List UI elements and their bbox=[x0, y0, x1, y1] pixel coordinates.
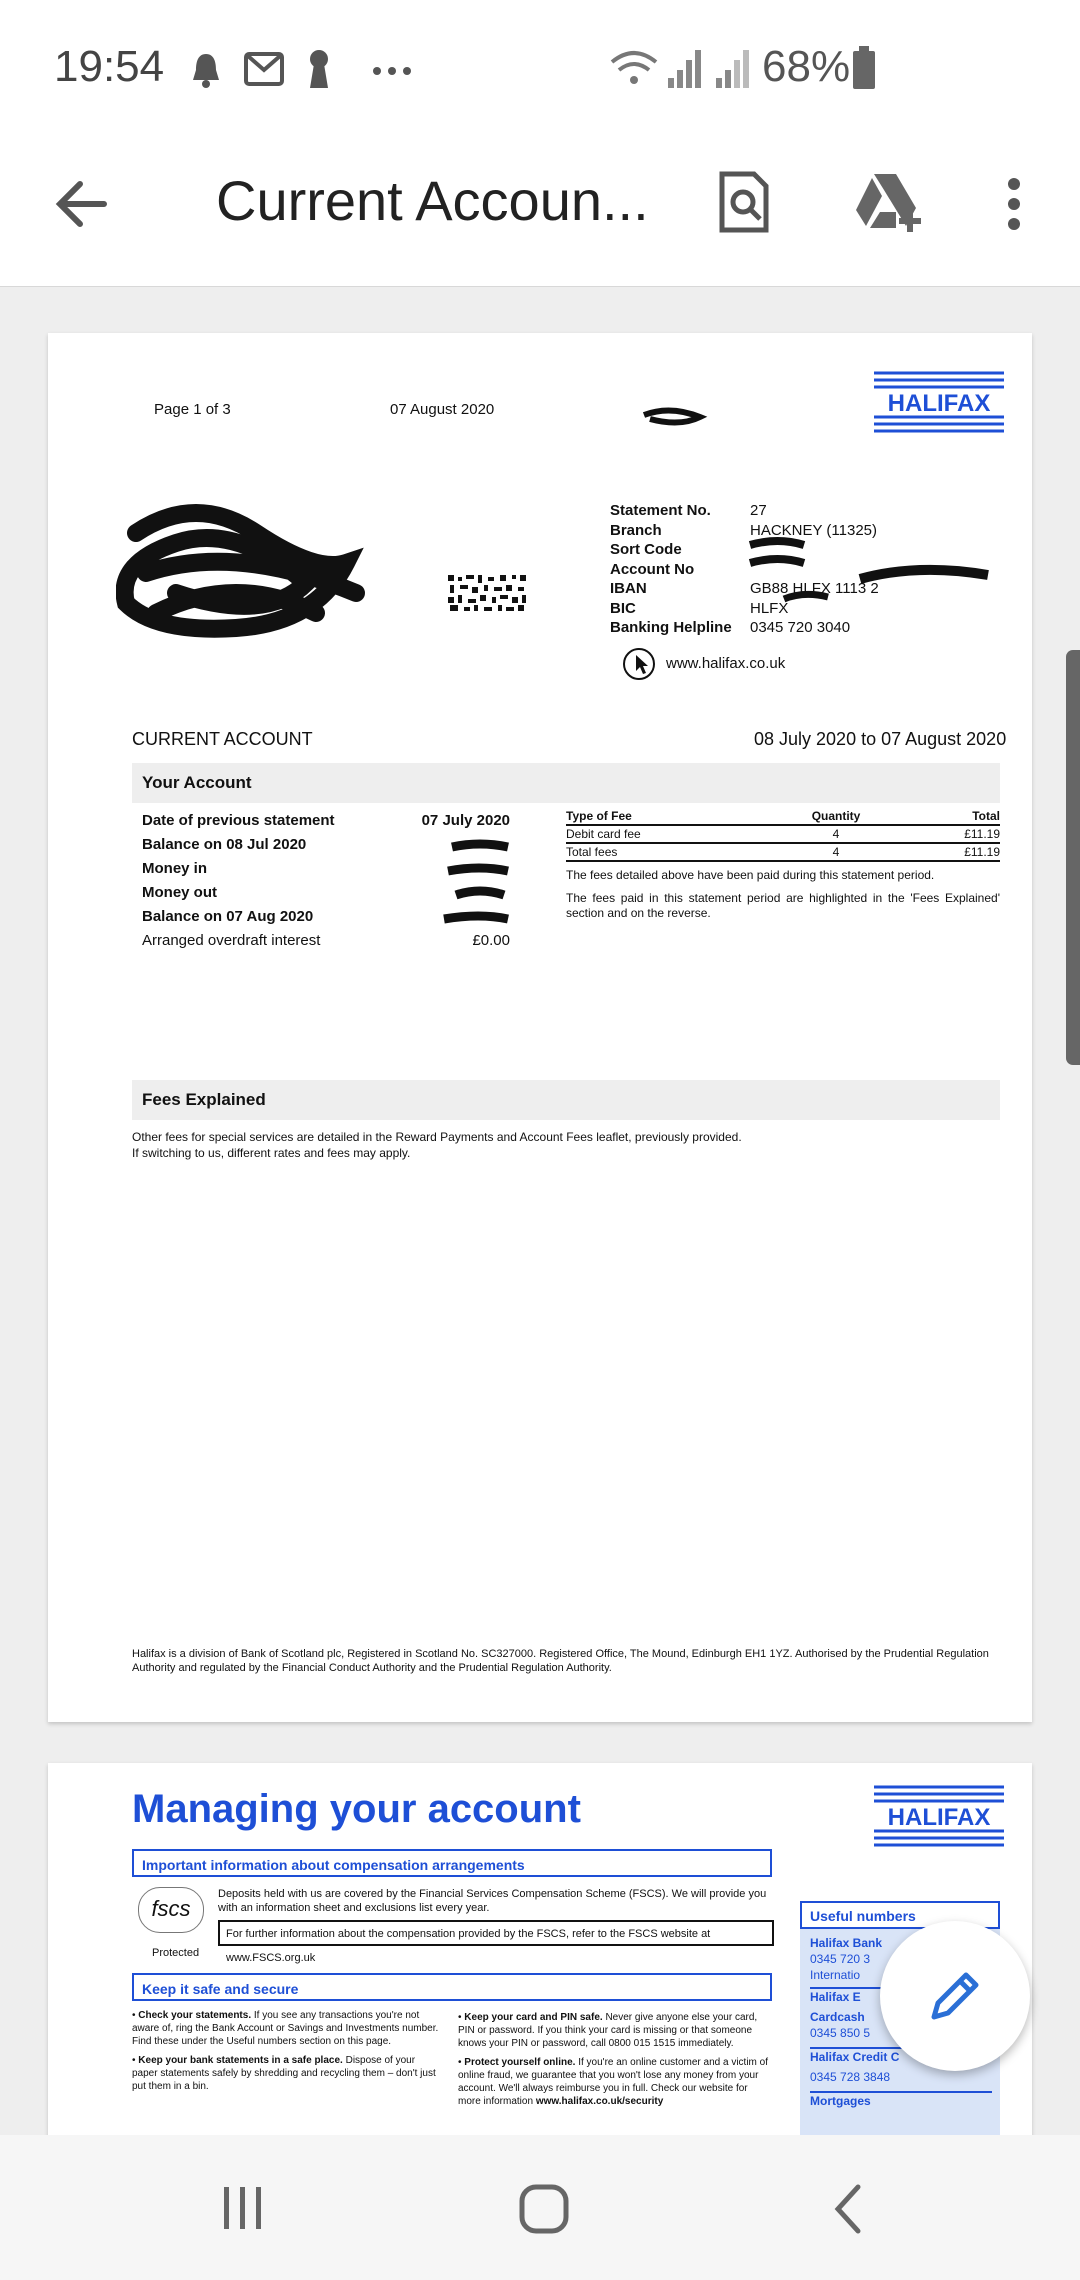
safety-bullet: • Check your statements. If you see any transactions you're not aware of, ring the Bank Account or Savings and Investments number. Find these under the Useful numbers section on this page. bbox=[132, 2010, 439, 2047]
detail-label: Sort Code bbox=[610, 541, 682, 558]
summary-label: Balance on 07 Aug 2020 bbox=[142, 908, 314, 925]
safety-bullets-left bbox=[132, 2009, 442, 2093]
summary-label: Balance on 08 Jul 2020 bbox=[142, 836, 307, 853]
fees-table bbox=[566, 808, 1000, 862]
fee-type: Debit card fee bbox=[566, 827, 641, 841]
useful-item: Halifax E bbox=[810, 1987, 992, 2005]
bullet-text: Never give anyone else your card, PIN or password. If you think your card is missing or that someone knows your PIN or password, call 0800 015 1515 immediately. bbox=[458, 2012, 758, 2049]
detail-value: HACKNEY (11325) bbox=[750, 521, 878, 539]
bullet-text: If you see any transactions you're not aware of, ring the Bank Account or Savings and Investments number. Find these under the Useful numbers section on this page. bbox=[132, 2010, 439, 2047]
app-bar bbox=[0, 140, 1080, 287]
address-redaction bbox=[116, 503, 372, 643]
safety-bullet: • Keep your bank statements in a safe place. Dispose of your paper statements safely by shredding and recycling them – don't just put them in a bin. bbox=[132, 2055, 436, 2092]
website-cursor-icon bbox=[622, 647, 656, 681]
fees-explained-text bbox=[132, 1129, 742, 1161]
statement-period: 08 July 2020 to 07 August 2020 bbox=[754, 729, 1007, 749]
useful-number: 0345 720 3 bbox=[810, 1952, 871, 1966]
add-to-drive-icon[interactable] bbox=[852, 170, 924, 234]
status-time: 19:54 bbox=[54, 42, 165, 91]
security-link[interactable]: www.halifax.co.uk/security bbox=[535, 2096, 664, 2107]
system-nav-bar bbox=[0, 2135, 1080, 2280]
battery-icon bbox=[852, 46, 876, 90]
summary-label: Money in bbox=[142, 860, 208, 877]
bullet-bold: Protect yourself online. bbox=[464, 2057, 576, 2068]
account-details-labels bbox=[610, 501, 732, 638]
fee-note: The fees detailed above have been paid during this statement period. bbox=[566, 868, 935, 882]
website-link[interactable]: www.halifax.co.uk bbox=[666, 655, 786, 672]
battery-percent: 68% bbox=[762, 42, 851, 91]
account-type: CURRENT ACCOUNT bbox=[132, 729, 313, 749]
page2-heading: Managing your account bbox=[132, 1787, 581, 1831]
gmail-icon bbox=[244, 52, 284, 86]
safety-bullet: • Keep your card and PIN safe. Never give anyone else your card, PIN or password. If you think your card is missing or that someone knows your PIN or password, call 0800 015 1515 immediately. bbox=[458, 2012, 758, 2049]
notification-bell-icon bbox=[190, 50, 222, 90]
home-icon[interactable] bbox=[518, 2183, 570, 2235]
halifax-logo-text: HALIFAX bbox=[887, 390, 991, 417]
signal-1-icon bbox=[666, 48, 702, 90]
fscs-logo: fscs bbox=[138, 1887, 204, 1933]
fscs-text: Deposits held with us are covered by the Financial Services Compensation Scheme (FSCS). We will provide you with an information sheet and exclusions list every year. bbox=[218, 1888, 767, 1914]
fscs-box: For further information about the compensation provided by the FSCS, refer to the FSCS website at www.FSCS.org.uk bbox=[218, 1920, 774, 1946]
useful-number: 0345 850 5 bbox=[810, 2026, 871, 2040]
fees-text: Other fees for special services are detailed in the Reward Payments and Account Fees leaflet, previously provided. bbox=[132, 1130, 742, 1144]
fee-qty: 4 bbox=[832, 827, 840, 841]
safe-title: Keep it safe and secure bbox=[132, 1973, 772, 2001]
compensation-title: Important information about compensation arrangements bbox=[132, 1849, 772, 1877]
legal-footer: Halifax is a division of Bank of Scotland plc, Registered in Scotland No. SC327000. Registered Office, The Mound, Edinburgh EH1 1YZ. Authorised by the Prudential Regulation Authority and regulated by the Financial Conduct Authority and the Prudential Regulation Authority. bbox=[132, 1648, 989, 1674]
overdraft-label: Arranged overdraft interest bbox=[142, 932, 321, 949]
back-arrow-icon[interactable] bbox=[54, 176, 110, 232]
summary-label: Date of previous statement bbox=[142, 812, 335, 829]
fee-row bbox=[566, 843, 1000, 861]
bullet-bold: Keep your card and PIN safe. bbox=[464, 2012, 603, 2023]
fees-explained-title: Fees Explained bbox=[142, 1090, 266, 1109]
detail-label: Statement No. bbox=[610, 502, 711, 519]
fee-header: Total bbox=[972, 809, 1000, 823]
summary-redaction bbox=[440, 837, 512, 937]
statement-page-2 bbox=[48, 1763, 1032, 2143]
statement-date: 07 August 2020 bbox=[390, 401, 495, 418]
fast-scroll-handle[interactable] bbox=[1066, 650, 1080, 1065]
document-title: Current Accoun... bbox=[216, 169, 649, 232]
page-number: Page 1 of 3 bbox=[154, 401, 231, 418]
bullet-bold: Keep your bank statements in a safe place. bbox=[138, 2055, 343, 2066]
halifax-logo bbox=[874, 1783, 1004, 1853]
edit-fab-button[interactable] bbox=[880, 1921, 1030, 2071]
overdraft-value: £0.00 bbox=[472, 932, 510, 949]
overflow-menu-icon[interactable] bbox=[1006, 176, 1022, 232]
more-notifications-icon bbox=[372, 66, 412, 76]
useful-item: Cardcash bbox=[810, 2010, 865, 2024]
detail-label: BIC bbox=[610, 599, 636, 617]
safety-bullets-right bbox=[458, 2011, 768, 2108]
fee-header: Type of Fee bbox=[566, 809, 632, 823]
halifax-logo-text: HALIFAX bbox=[887, 1804, 991, 1831]
summary-labels bbox=[142, 809, 335, 953]
detail-value: GB88 HLFX 1113 2 bbox=[750, 580, 879, 597]
useful-title: Useful numbers bbox=[800, 1901, 1000, 1929]
fees-explained-header bbox=[132, 1080, 1000, 1120]
fee-total: £11.19 bbox=[964, 827, 1000, 841]
fees-table-header bbox=[566, 808, 1000, 825]
useful-number: 0345 728 3848 bbox=[810, 2070, 891, 2084]
fees-text: If switching to us, different rates and fees may apply. bbox=[132, 1146, 411, 1160]
document-search-icon[interactable] bbox=[718, 170, 770, 234]
signal-2-icon bbox=[714, 48, 750, 90]
wifi-icon bbox=[610, 50, 662, 90]
fee-row bbox=[566, 825, 1000, 843]
useful-item: Halifax Credit C bbox=[810, 2047, 992, 2065]
recent-apps-icon[interactable] bbox=[220, 2185, 266, 2231]
summary-label: Money out bbox=[142, 884, 217, 901]
detail-value: HLFX bbox=[750, 599, 789, 617]
your-account-header bbox=[132, 763, 1000, 803]
summary-value: 07 July 2020 bbox=[421, 812, 510, 829]
detail-label: IBAN bbox=[610, 580, 647, 597]
detail-label: Branch bbox=[610, 521, 662, 539]
halifax-logo bbox=[874, 369, 1004, 439]
statement-page-1 bbox=[48, 333, 1032, 1722]
detail-label: Banking Helpline bbox=[610, 619, 732, 636]
status-bar bbox=[0, 0, 1080, 140]
fee-type: Total fees bbox=[566, 845, 618, 859]
bullet-bold: Check your statements. bbox=[138, 2010, 252, 2021]
keyhole-icon bbox=[306, 48, 332, 90]
your-account-title: Your Account bbox=[142, 773, 252, 792]
safety-bullet: • Protect yourself online. If you're an online customer and a victim of online fraud, we guarantee that you won't lose any money from your account. We'll always reimburse you in full. Check our website for more information www.halifax.co.uk/security bbox=[458, 2057, 768, 2107]
useful-number: Internatio bbox=[810, 1968, 861, 1982]
useful-item: Halifax Bank bbox=[810, 1936, 883, 1950]
detail-label: Account No bbox=[610, 560, 695, 578]
detail-value: 27 bbox=[750, 502, 767, 519]
barcode-2d bbox=[446, 573, 528, 613]
bullet-text: Dispose of your paper statements safely by shredding and recycling them – don't just put them in a bin. bbox=[132, 2055, 436, 2092]
bullet-text: If you're an online customer and a victim of online fraud, we guarantee that you won't lose any money from your account. We'll always reimburse you in full. Check our website for more information bbox=[458, 2057, 768, 2107]
fee-qty: 4 bbox=[832, 845, 840, 859]
useful-item: Mortgages bbox=[810, 2091, 992, 2109]
details-redaction bbox=[748, 533, 1008, 603]
back-nav-icon[interactable] bbox=[830, 2183, 866, 2235]
redaction-scribble bbox=[640, 403, 710, 429]
fee-header: Quantity bbox=[811, 809, 861, 823]
fee-notes bbox=[566, 868, 1000, 921]
pencil-icon bbox=[926, 1967, 984, 2025]
fee-note: The fees paid in this statement period are highlighted in the 'Fees Explained' section and on the reverse. bbox=[566, 891, 1000, 920]
detail-value: 0345 720 3040 bbox=[750, 619, 851, 636]
fscs-protected: Protected bbox=[152, 1947, 200, 1959]
fee-total: £11.19 bbox=[964, 845, 1000, 859]
